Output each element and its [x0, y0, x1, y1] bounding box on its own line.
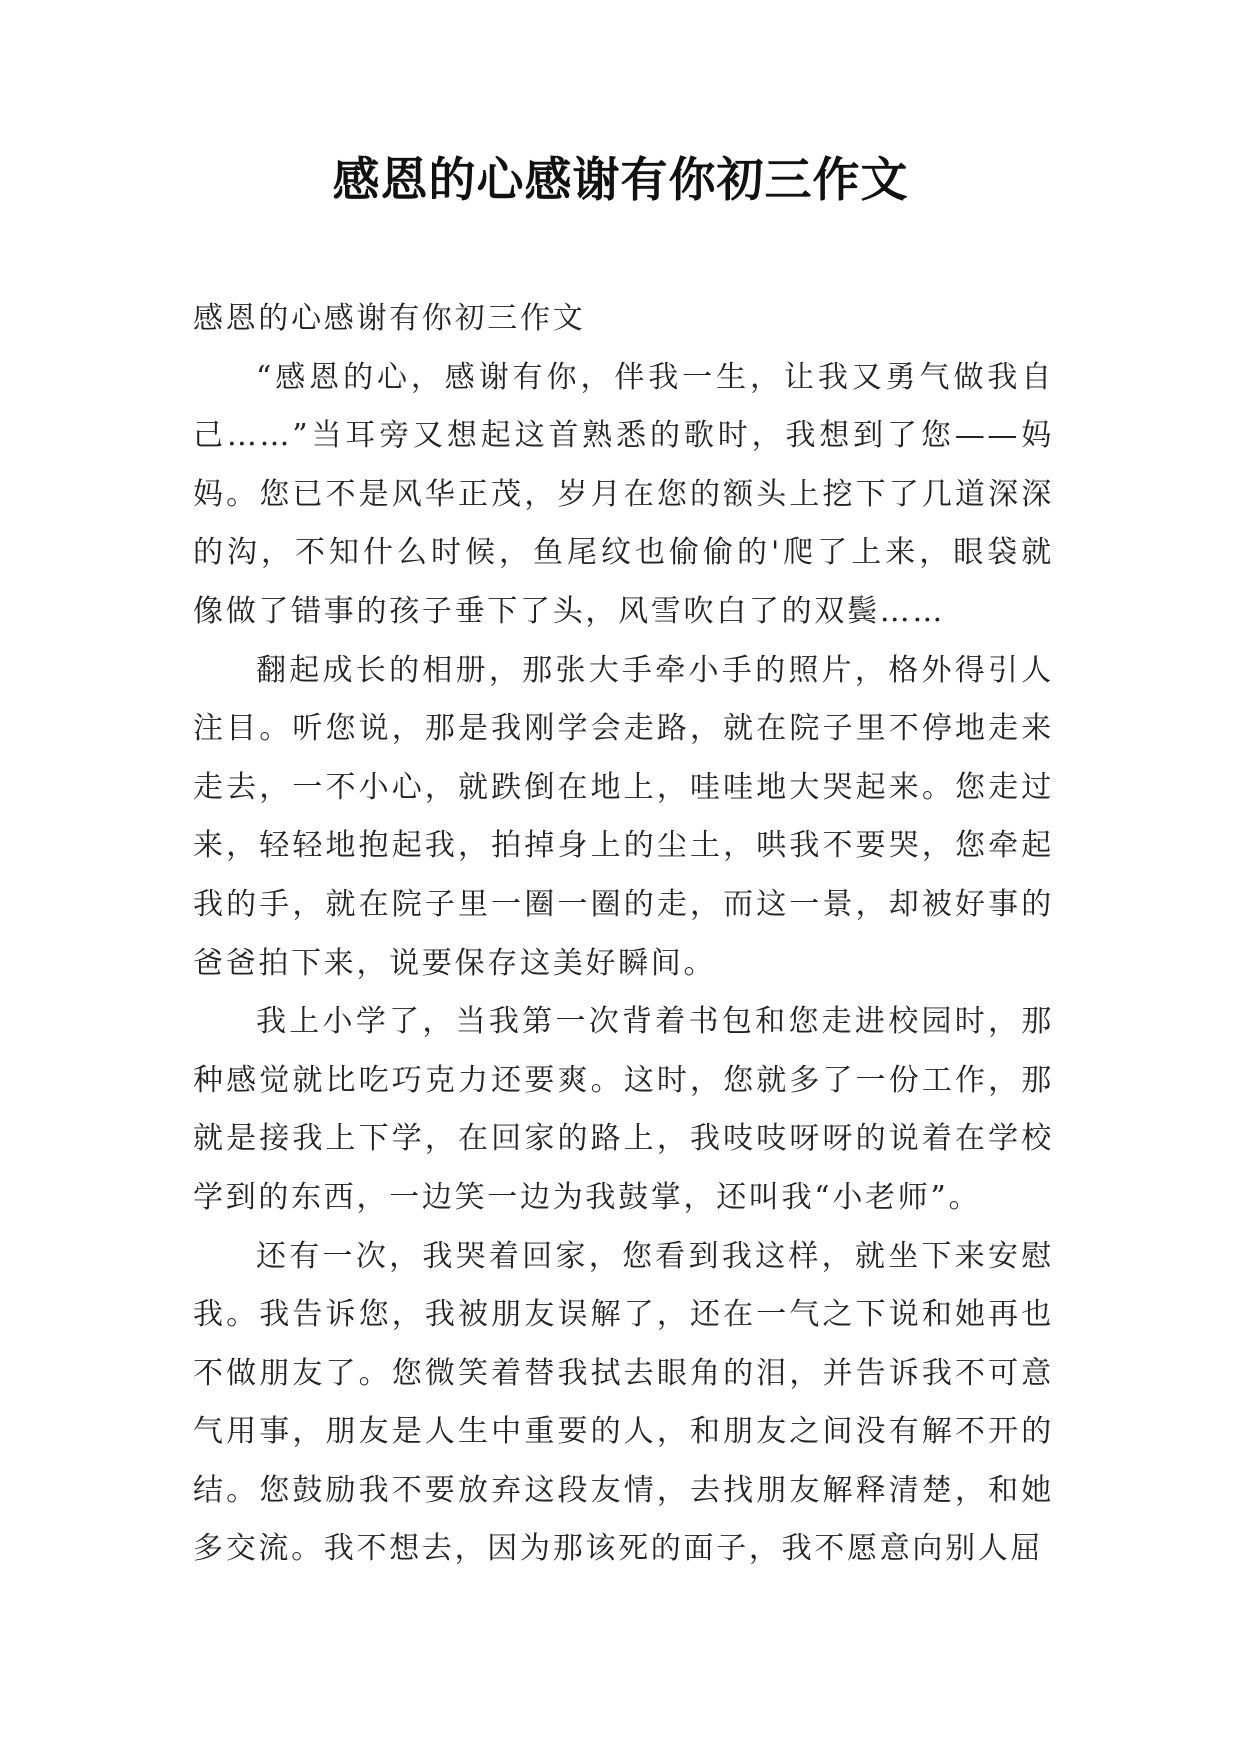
paragraph-4: 还有一次，我哭着回家，您看到我这样，就坐下来安慰我。我告诉您，我被朋友误解了，还在一气之下说和她再也不做朋友了。您微笑着替我拭去眼角的泪，并告诉我不可意气用事，朋友是人生中重要的人，和朋友之间没有解不开的结。您鼓励我不要放弃这段友情，去找朋友解释清楚，和她多交流。我不想去，因为那该死的面子，我不愿意向别人屈 [193, 1238, 1054, 1567]
paragraph-2: 翻起成长的相册，那张大手牵小手的照片，格外得引人注目。听您说，那是我刚学会走路，就在院子里不停地走来走去，一不小心，就跌倒在地上，哇哇地大哭起来。您走过来，轻轻地抱起我，拍掉身上的尘土，哄我不要哭，您牵起我的手，就在院子里一圈一圈的走，而这一景，却被好事的爸爸拍下来，说要保存这美好瞬间。 [193, 652, 1054, 981]
document-body [193, 290, 1054, 1579]
document-title: 感恩的心感谢有你初三作文 [332, 153, 909, 208]
paragraph-3: 我上小学了，当我第一次背着书包和您走进校园时，那种感觉就比吃巧克力还要爽。这时，您就多了一份工作，那就是接我上下学，在回家的路上，我吱吱呀呀的说着在学校学到的东西，一边笑一边为我鼓掌，还叫我“小老师”。 [193, 1004, 1054, 1215]
paragraph-1: “感恩的心，感谢有你，伴我一生，让我又勇气做我自己……”当耳旁又想起这首熟悉的歌时，我想到了您——妈妈。您已不是风华正茂，岁月在您的额头上挖下了几道深深的沟，不知什么时候，鱼尾纹也偷偷的'爬了上来，眼袋就像做了错事的孩子垂下了头，风雪吹白了的双鬓…… [193, 359, 1054, 629]
subtitle-paragraph: 感恩的心感谢有你初三作文 [193, 301, 586, 336]
